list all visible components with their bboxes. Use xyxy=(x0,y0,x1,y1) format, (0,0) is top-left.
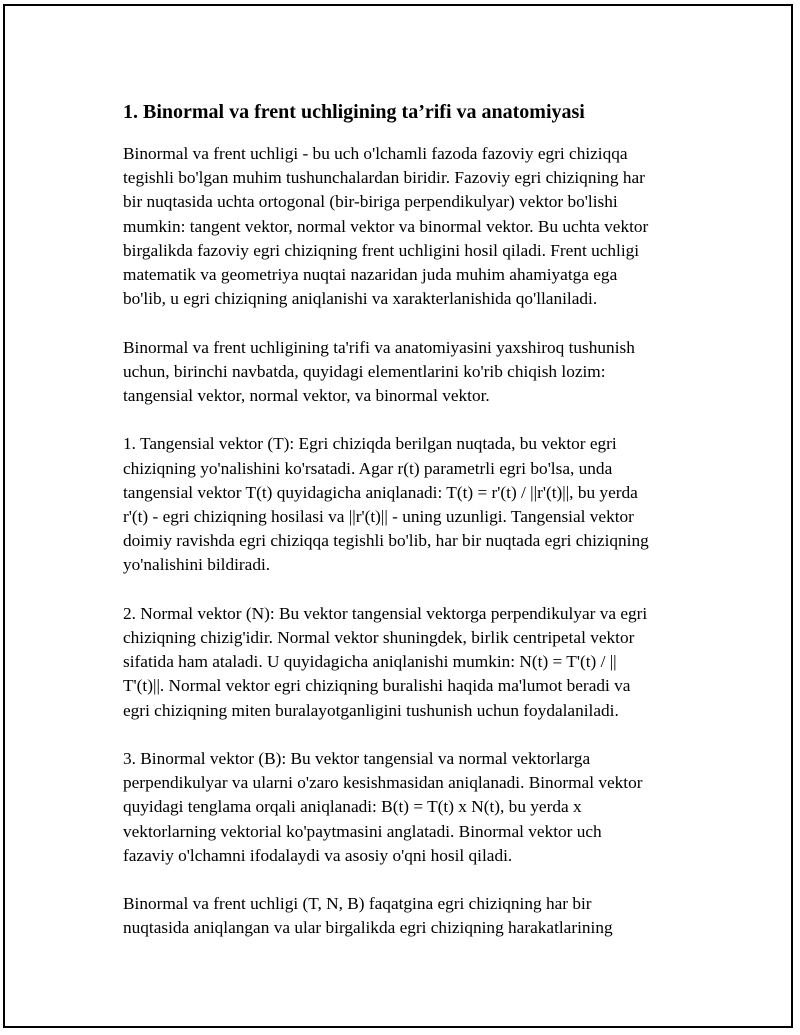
text-line: Binormal va frent uchligi (T, N, B) faqatgina egri chiziqning har bir xyxy=(123,894,592,914)
paragraph-intro xyxy=(123,142,693,311)
text-line: quyidagi tenglama orqali aniqlanadi: B(t) = T(t) x N(t), bu yerda x xyxy=(123,797,582,817)
text-line: chiziqning yo'nalishini ko'rsatadi. Agar r(t) parametrli egri bo'lsa, unda xyxy=(123,458,613,478)
text-line: bir nuqtasida uchta ortogonal (bir-biriga perpendikulyar) vektor bo'lishi xyxy=(123,192,618,212)
text-line: uchun, birinchi navbatda, quyidagi elementlarini ko'rib chiqish lozim: xyxy=(123,361,606,381)
text-line: bo'lib, u egri chiziqning aniqlanishi va xarakterlanishida qo'llaniladi. xyxy=(123,289,598,309)
text-line: 1. Tangensial vektor (T): Egri chiziqda berilgan nuqtada, bu vektor egri xyxy=(123,434,617,454)
text-line: 2. Normal vektor (N): Bu vektor tangensial vektorga perpendikulyar va egri xyxy=(123,603,648,623)
text-line: tegishli bo'lgan muhim tushunchalardan biridir. Fazoviy egri chiziqning har xyxy=(123,168,645,188)
text-line: T'(t)||. Normal vektor egri chiziqning buralishi haqida ma'lumot beradi va xyxy=(123,676,631,696)
text-line: doimiy ravishda egri chiziqqa tegishli bo'lib, har bir nuqtada egri chiziqning xyxy=(123,531,649,551)
paragraph-binormal-vector xyxy=(123,747,693,868)
document-body xyxy=(123,100,693,965)
text-line: mumkin: tangent vektor, normal vektor va binormal vektor. Bu uchta vektor xyxy=(123,216,649,236)
text-line: fazaviy o'lchamni ifodalaydi va asosiy o'qni hosil qiladi. xyxy=(123,845,513,865)
text-line: 3. Binormal vektor (B): Bu vektor tangensial va normal vektorlarga xyxy=(123,749,591,769)
text-line: Binormal va frent uchligi - bu uch o'lchamli fazoda fazoviy egri chiziqqa xyxy=(123,144,628,163)
text-line: tangensial vektor, normal vektor, va binormal vektor. xyxy=(123,386,490,406)
text-line: chiziqning chizig'idir. Normal vektor shuningdek, birlik centripetal vektor xyxy=(123,628,635,648)
text-line: r'(t) - egri chiziqning hosilasi va ||r'(t)|| - uning uzunligi. Tangensial vektor xyxy=(123,507,634,527)
text-line: vektorlarning vektorial ko'paytmasini anglatadi. Binormal vektor uch xyxy=(123,821,602,841)
text-line: nuqtasida aniqlangan va ular birgalikda egri chiziqning harakatlarining xyxy=(123,918,613,938)
text-line: birgalikda fazoviy egri chiziqning frent uchligini hosil qiladi. Frent uchligi xyxy=(123,240,640,260)
text-line: Binormal va frent uchligining ta'rifi va anatomiyasini yaxshiroq tushunish xyxy=(123,337,635,357)
section-heading: 1. Binormal va frent uchligining ta’rifi va anatomiyasi xyxy=(123,101,585,123)
text-line: egri chiziqning miten buralayotganligini tushunish uchun foydalaniladi. xyxy=(123,700,619,720)
text-line: sifatida ham ataladi. U quyidagicha aniqlanishi mumkin: N(t) = T'(t) / || xyxy=(123,652,617,672)
page-frame xyxy=(3,4,793,1028)
text-line: tangensial vektor T(t) quyidagicha aniqlanadi: T(t) = r'(t) / ||r'(t)||, bu yerda xyxy=(123,482,638,502)
paragraph-elements xyxy=(123,336,693,409)
text-line: perpendikulyar va ularni o'zaro kesishmasidan aniqlanadi. Binormal vektor xyxy=(123,773,643,793)
paragraph-normal-vector xyxy=(123,602,693,723)
paragraph-tangent-vector xyxy=(123,432,693,577)
text-line: yo'nalishini bildiradi. xyxy=(123,555,271,575)
text-line: matematik va geometriya nuqtai nazaridan juda muhim ahamiyatga ega xyxy=(123,265,618,285)
paragraph-frenet-summary xyxy=(123,892,693,940)
